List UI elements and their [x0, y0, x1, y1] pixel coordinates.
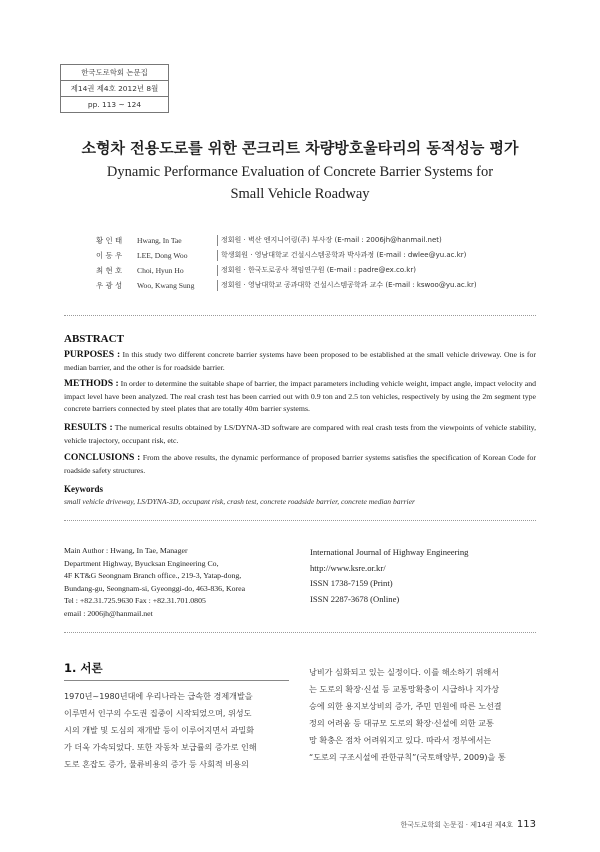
methods-text: In order to determine the suitable shape of barrier, the impact parameters including vehicle weight, impact angle, impact velocity and impact level have been analyzed. The real crash test has been carried out with 0.9 ton and 2.5 ton vehicles, respectively by using the 2m segment type concrete barriers connected by steel plates that are totally 40m barrier systems.: [64, 379, 536, 413]
body-line: 정의 어려움 등 대규모 도로의 확장·신설에 의한 교통: [309, 718, 494, 729]
journal-info-block: [310, 545, 468, 607]
title-english-line2: Small Vehicle Roadway: [230, 186, 370, 202]
body-line: 1970년~1980년대에 우리나라는 급속한 경제개발을: [64, 691, 253, 701]
author-korean-name: 황 인 태: [96, 236, 123, 245]
page-number: 113: [516, 819, 536, 830]
section-heading: 1. 서론: [64, 661, 103, 675]
main-author-line: email : 2006jh@hanmail.net: [64, 608, 153, 618]
author-korean-name: 최 현 호: [96, 266, 123, 275]
purposes-label: PURPOSES :: [64, 349, 121, 360]
journal-info-box: [60, 64, 169, 113]
body-line: 망 확충은 점차 어려워지고 있다. 따라서 정부에서는: [309, 735, 492, 746]
journal-info-line: International Journal of Highway Engineering: [310, 547, 469, 557]
body-line: 시의 개발 및 도심의 재개발 등이 이루어지면서 과밀화: [64, 725, 255, 736]
abstract-heading: ABSTRACT: [64, 333, 124, 345]
main-author-block: [64, 545, 245, 620]
abstract-results: [64, 422, 536, 447]
abstract-purposes: [64, 349, 536, 374]
abstract-conclusions: [64, 452, 536, 477]
keywords-heading: Keywords: [64, 484, 103, 494]
journal-pages: pp. 113 ~ 124: [87, 100, 142, 109]
author-english-name: Woo, Kwang Sung: [137, 281, 195, 290]
body-line: 낭비가 심화되고 있는 실정이다. 이를 해소하기 위해서: [309, 667, 500, 677]
body-line: 도로 혼잡도 증가, 물류비용의 증가 등 사회적 비용의: [64, 759, 249, 770]
conclusions-text: From the above results, the dynamic performance of proposed barrier systems satisfies the specification of Korean Code for roadside safety structures.: [64, 453, 536, 475]
body-line: “도로의 구조시설에 관한규칙”(국토해양부, 2009)을 통: [309, 752, 506, 763]
body-line: 가 더욱 가속되었다. 또한 자동차 보급률의 증가로 인해: [64, 742, 257, 753]
main-author-line: Main Author : Hwang, In Tae, Manager: [64, 546, 188, 555]
title-english-line1: Dynamic Performance Evaluation of Concrete Barrier Systems for: [106, 164, 494, 180]
author-affiliation: 정회원 · 벽산 엔지니어링(주) 부사장 (E-mail : 2006jh@hanmail.net): [221, 236, 442, 244]
methods-label: METHODS :: [64, 378, 119, 389]
main-author-line: Department Highway, Byucksan Engineering Co,: [64, 558, 219, 568]
keywords-text: small vehicle driveway, LS/DYNA-3D, occupant risk, crash test, concrete roadside barrier, concrete median barrier: [64, 497, 415, 506]
author-divider: [217, 235, 218, 246]
divider-middle: [64, 520, 536, 521]
main-author-line: Bundang-gu, Seongnam-si, Gyeonggi-do, 463-836, Korea: [64, 583, 246, 593]
journal-info-line: ISSN 2287-3678 (Online): [310, 593, 400, 604]
author-divider: [217, 265, 218, 276]
journal-volume: 제14권 제4호 2012년 8월: [61, 81, 168, 97]
section-heading-rule: [64, 680, 289, 681]
body-column-right: [309, 664, 537, 767]
author-english-name: Choi, Hyun Ho: [137, 266, 184, 275]
body-column-left: [64, 688, 292, 773]
divider-bottom: [64, 632, 536, 633]
page-footer: [401, 819, 537, 830]
main-author-line: Tel : +82.31.725.9630 Fax : +82.31.701.0805: [64, 596, 206, 605]
journal-info-line: http://www.ksre.or.kr/: [310, 562, 386, 573]
author-divider: [217, 280, 218, 291]
title-korean: 소형차 전용도로를 위한 콘크리트 차량방호울타리의 동적성능 평가: [81, 139, 519, 157]
journal-info-line: ISSN 1738-7159 (Print): [310, 578, 393, 588]
purposes-text: In this study two different concrete barrier systems have been proposed to be established at the small vehicle driveway. One is for median barrier, and the other is for roadside barrier.: [64, 350, 537, 372]
body-line: 는 도로의 확장·신설 등 교통망확충이 시급하나 지가상: [309, 684, 500, 695]
footer-journal: 한국도로학회 논문집 · 제14권 제4호: [400, 821, 513, 829]
results-label: RESULTS :: [64, 422, 113, 433]
divider-top: [64, 315, 536, 316]
author-english-name: Hwang, In Tae: [137, 236, 182, 245]
results-text: The numerical results obtained by LS/DYNA-3D software are compared with real crash tests from the viewpoints of vehicle stability, vehicle trajectory, occupant risk, etc.: [64, 423, 537, 445]
author-affiliation: 정회원 · 영남대학교 공과대학 건설시스템공학과 교수 (E-mail : kswoo@yu.ac.kr): [221, 281, 477, 289]
journal-name: 한국도로학회 논문집: [61, 65, 168, 81]
author-english-name: LEE, Dong Woo: [137, 251, 188, 260]
author-korean-name: 이 동 우: [96, 251, 123, 260]
conclusions-label: CONCLUSIONS :: [64, 452, 141, 463]
author-affiliation: 학생회원 · 영남대학교 건설시스템공학과 박사과정 (E-mail : dwlee@yu.ac.kr): [221, 251, 467, 259]
author-affiliation: 정회원 · 한국도로공사 책임연구원 (E-mail : padre@ex.co.kr): [221, 266, 416, 274]
main-author-line: 4F KT&G Seongnam Branch office., 219-3, Yatap-dong,: [64, 571, 242, 580]
body-line: 승에 의한 용지보상비의 증가, 주민 민원에 따른 노선결: [309, 701, 502, 712]
body-line: 이루면서 인구의 수도권 집중이 시작되었으며, 위성도: [64, 708, 252, 719]
author-korean-name: 우 광 성: [96, 281, 123, 290]
author-divider: [217, 250, 218, 261]
abstract-methods: [64, 378, 536, 416]
